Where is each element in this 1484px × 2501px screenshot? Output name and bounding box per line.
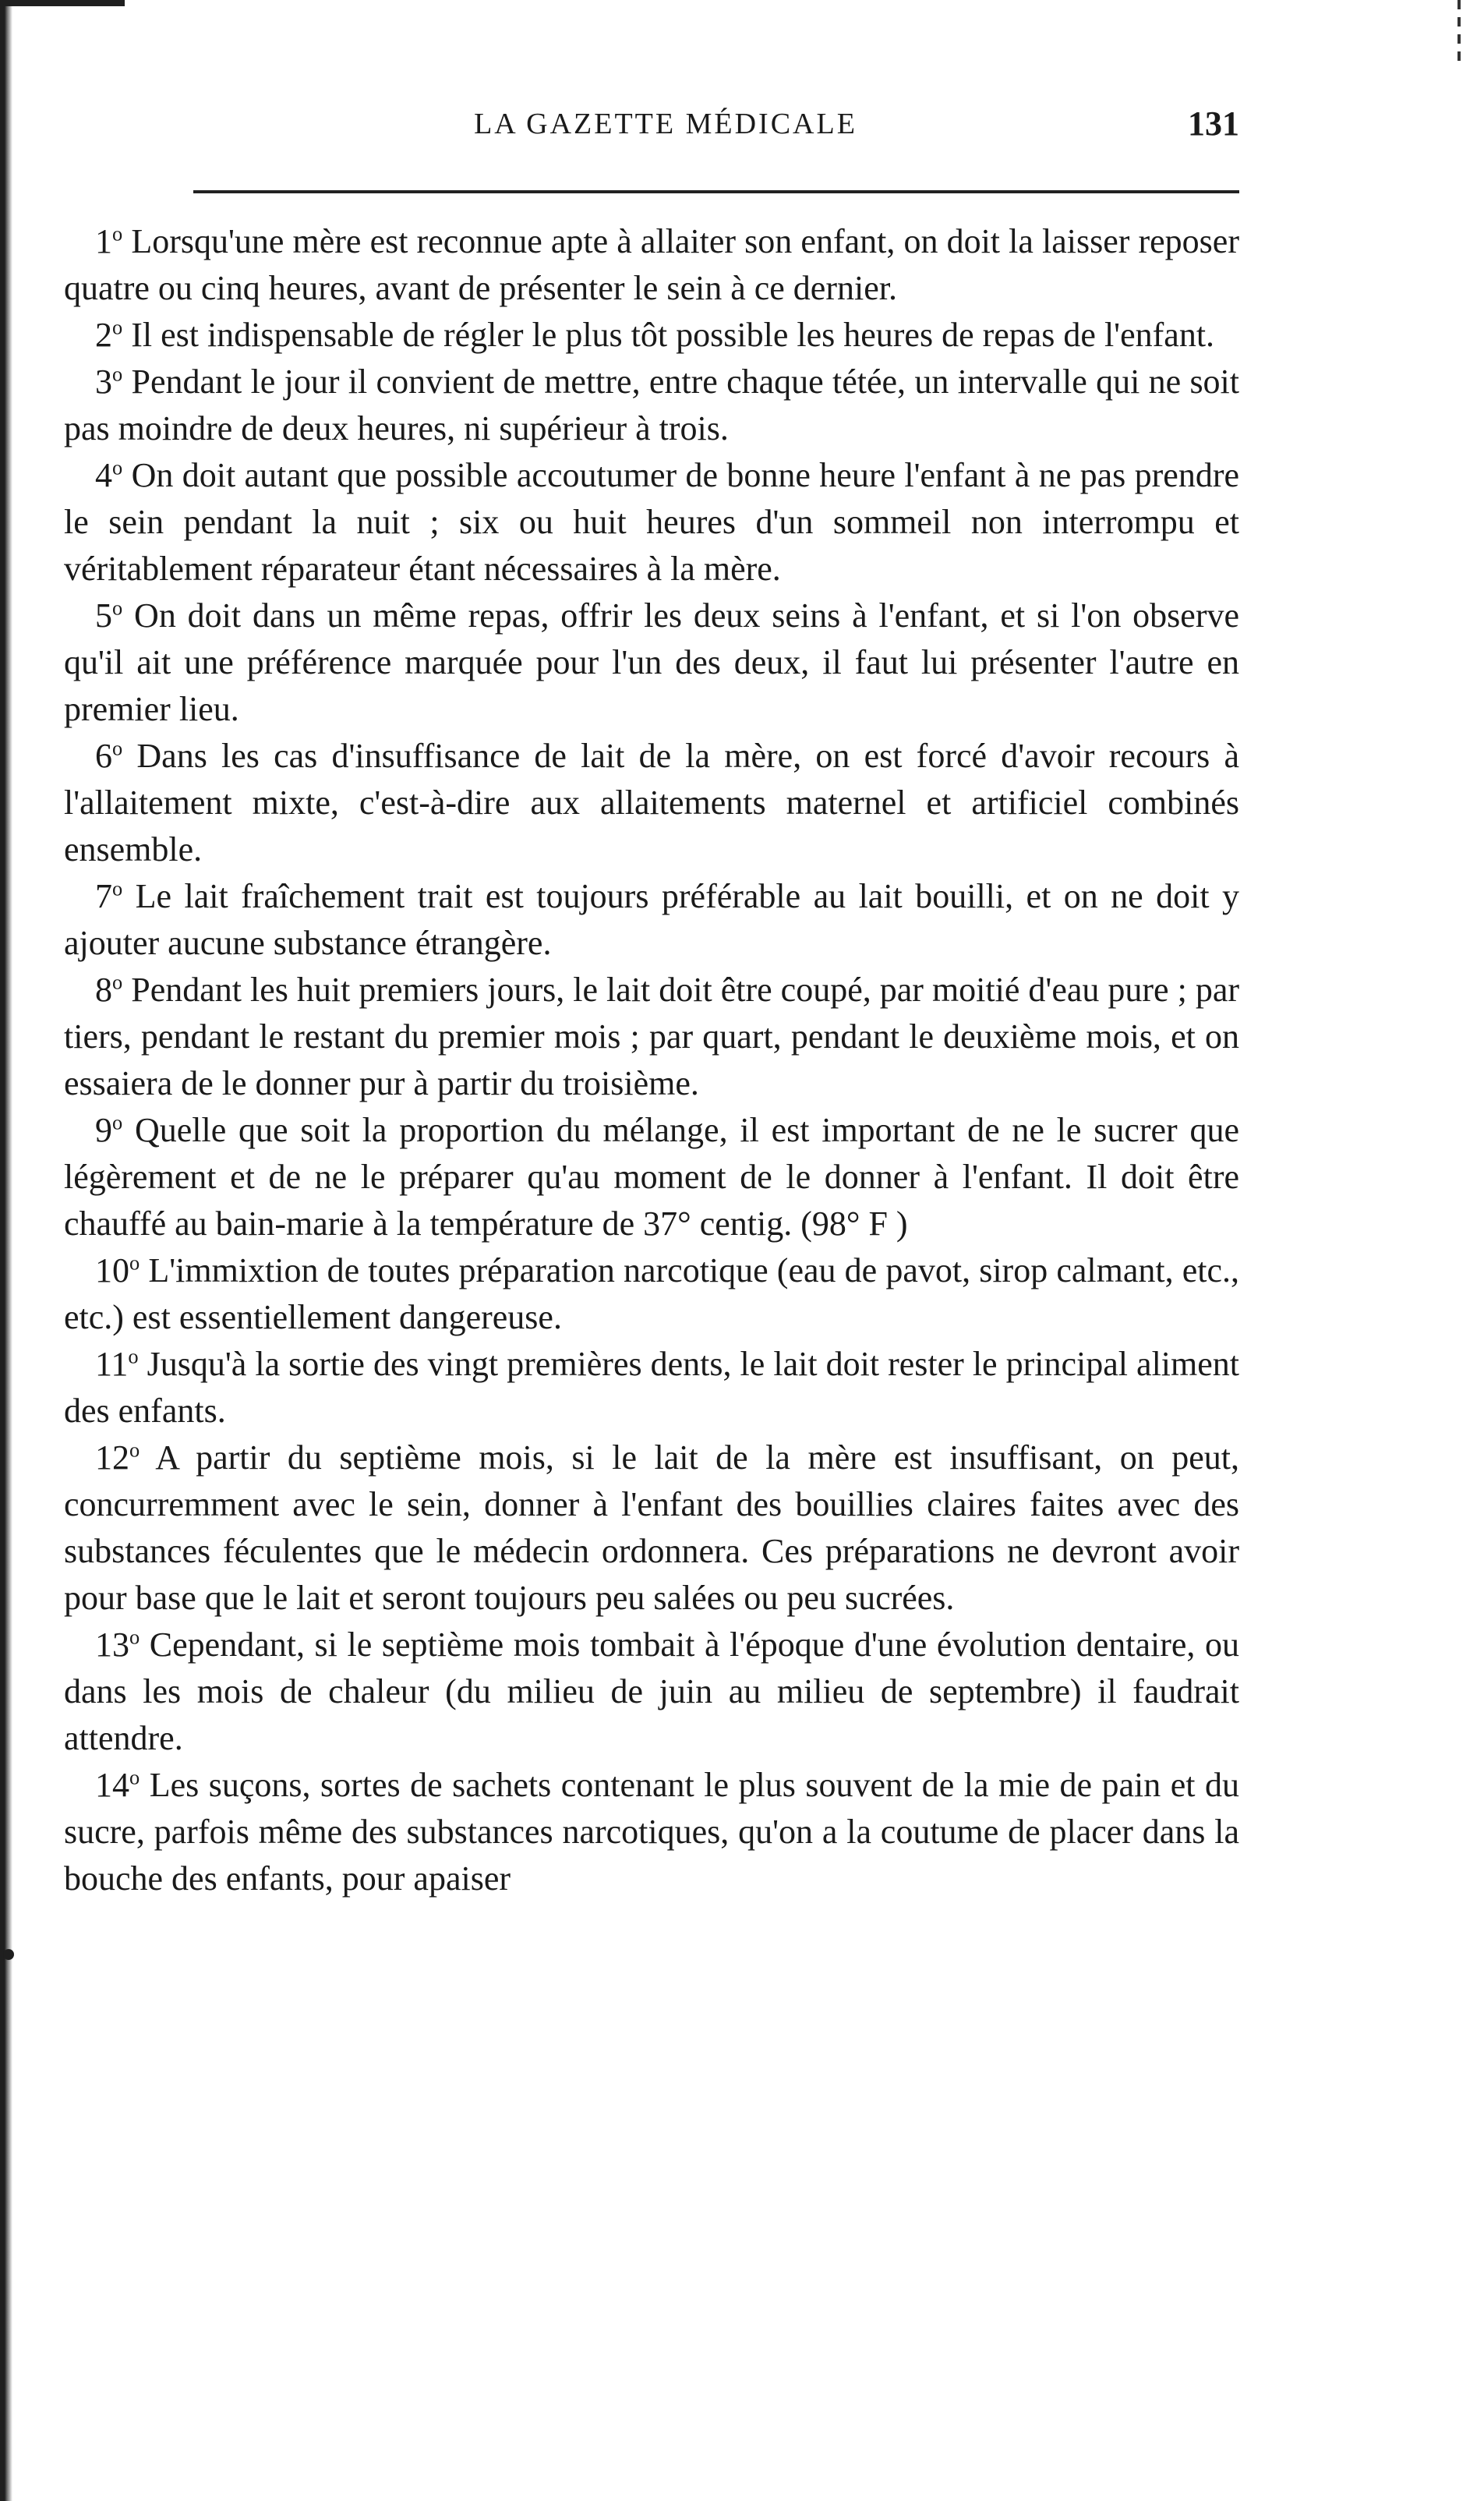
paragraph-number [95, 363, 122, 401]
paragraph-text: Pendant le jour il convient de mettre, entre chaque tétée, un intervalle qui ne soit pas moindre de deux heures, ni supérieur à trois. [64, 363, 1240, 447]
paragraph-number-value: 11 [95, 1345, 129, 1383]
paragraph-number-value: 6 [95, 737, 112, 775]
paragraph-number-degree: o [112, 455, 123, 479]
paragraph-text: On doit dans un même repas, offrir les deux seins à l'enfant, et si l'on observe qu'il ait une préférence marquée pour l'un des deux, il faut lui présenter l'autre en premier lieu. [64, 596, 1239, 728]
paragraph-number [95, 316, 122, 354]
page-header [92, 97, 1239, 151]
paragraph-number-degree: o [128, 1344, 139, 1368]
header-rule [193, 190, 1239, 193]
numbered-paragraph [64, 873, 1239, 967]
paragraph-number-degree: o [112, 1110, 123, 1134]
paragraph-number-value: 10 [95, 1251, 129, 1289]
paragraph-number-value: 3 [95, 363, 112, 401]
paragraph-number-degree: o [129, 1250, 140, 1275]
numbered-paragraph [64, 312, 1239, 359]
numbered-paragraph [64, 218, 1239, 312]
paragraph-number [95, 222, 122, 260]
paragraph-number-value: 12 [95, 1438, 129, 1477]
paragraph-number-value: 4 [95, 456, 112, 494]
paragraph-number [95, 1251, 140, 1289]
paragraph-number-degree: o [112, 970, 123, 994]
paragraph-number [95, 877, 122, 915]
paragraph-number-degree: o [112, 315, 123, 339]
paragraph-text: Quelle que soit la proportion du mélange, il est important de ne le sucrer que légèrement et de ne le préparer qu'au moment de le donner à l'enfant. Il doit être chauffé au bain-marie à la température de 37° centig. (98° F ) [64, 1111, 1239, 1243]
paragraph-number [95, 1766, 140, 1804]
paragraph-number [95, 1625, 140, 1664]
paragraph-text: Il est indispensable de régler le plus tôt possible les heures de repas de l'enfant. [131, 316, 1215, 354]
paragraph-number-value: 7 [95, 877, 112, 915]
numbered-paragraph [64, 359, 1239, 452]
paragraph-text: Lorsqu'une mère est reconnue apte à allaiter son enfant, on doit la laisser reposer quatre ou cinq heures, avant de présenter le sein à ce dernier. [64, 222, 1239, 307]
numbered-paragraph [64, 593, 1239, 733]
paragraph-number-degree: o [112, 221, 123, 246]
paragraph-text: Cependant, si le septième mois tombait à l'époque d'une évolution dentaire, ou dans les mois de chaleur (du milieu de juin au milieu de septembre) il faudrait attendre. [64, 1625, 1239, 1757]
paragraph-text: Les suçons, sortes de sachets contenant le plus souvent de la mie de pain et du sucre, parfois même des substances narcotiques, qu'on a la coutume de placer dans la bouche des enfants, pour apaiser [64, 1766, 1240, 1898]
paragraph-number [95, 737, 122, 775]
paragraph-text: Le lait fraîchement trait est toujours préférable au lait bouilli, et on ne doit y ajouter aucune substance étrangère. [64, 877, 1240, 962]
paragraph-number [95, 1111, 122, 1149]
paragraph-text: Jusqu'à la sortie des vingt premières dents, le lait doit rester le principal aliment des enfants. [64, 1345, 1239, 1430]
paragraph-text: On doit autant que possible accoutumer de bonne heure l'enfant à ne pas prendre le sein pendant la nuit ; six ou huit heures d'un sommeil non interrompu et véritablement réparateur étant nécessaires à la mère. [64, 456, 1240, 588]
margin-dot-mark [3, 1949, 14, 1960]
paragraph-number-degree: o [129, 1438, 140, 1462]
paragraph-text: Dans les cas d'insuffisance de lait de la mère, on est forcé d'avoir recours à l'allaitement mixte, c'est-à-dire aux allaitements maternel et artificiel combinés ensemble. [64, 737, 1239, 868]
paragraph-number-value: 5 [95, 596, 112, 635]
paragraph-number [95, 596, 122, 635]
page-number: 131 [1188, 104, 1239, 143]
numbered-paragraph [64, 967, 1239, 1107]
running-title: LA GAZETTE MÉDICALE [474, 108, 857, 140]
paragraph-number-degree: o [112, 596, 123, 620]
paragraph-number-degree: o [129, 1625, 140, 1649]
scan-corner-mark [0, 0, 125, 6]
paragraph-number-value: 13 [95, 1625, 129, 1664]
paragraph-number-degree: o [112, 736, 123, 760]
scan-edge-marks [1458, 0, 1461, 62]
paragraph-number-value: 14 [95, 1766, 129, 1804]
page-binding-edge [0, 0, 12, 2501]
paragraph-number-value: 1 [95, 222, 112, 260]
numbered-paragraph [64, 1622, 1239, 1762]
paragraph-text: L'immixtion de toutes préparation narcotique (eau de pavot, sirop calmant, etc., etc.) est essentiellement dangereuse. [64, 1251, 1240, 1336]
paragraph-number-degree: o [129, 1765, 140, 1789]
paragraph-number-value: 9 [95, 1111, 112, 1149]
paragraph-number-value: 8 [95, 971, 112, 1009]
numbered-paragraph [64, 1762, 1239, 1902]
numbered-paragraph [64, 452, 1239, 593]
paragraph-number [95, 1438, 140, 1477]
numbered-paragraph [64, 733, 1239, 873]
paragraph-text: Pendant les huit premiers jours, le lait doit être coupé, par moitié d'eau pure ; par tiers, pendant le restant du premier mois ; par quart, pendant le deuxième mois, et on essaiera de le donner pur à partir du troisième. [64, 971, 1239, 1102]
paragraph-number [95, 1345, 139, 1383]
paragraph-text: A partir du septième mois, si le lait de la mère est insuffisant, on peut, concurremment avec le sein, donner à l'enfant des bouillies claires faites avec des substances féculentes que le médecin ordonnera. Ces préparations ne devront avoir pour base que le lait et seront toujours peu salées ou peu sucrées. [64, 1438, 1239, 1617]
numbered-paragraph [64, 1434, 1239, 1622]
paragraph-number-degree: o [112, 362, 123, 386]
numbered-paragraph [64, 1341, 1239, 1434]
numbered-paragraph [64, 1247, 1239, 1341]
paragraph-number-degree: o [112, 876, 123, 900]
paragraph-number-value: 2 [95, 316, 112, 354]
paragraph-number [95, 456, 122, 494]
numbered-paragraph [64, 1107, 1239, 1247]
paragraph-number [95, 971, 122, 1009]
body-text [64, 218, 1239, 1902]
